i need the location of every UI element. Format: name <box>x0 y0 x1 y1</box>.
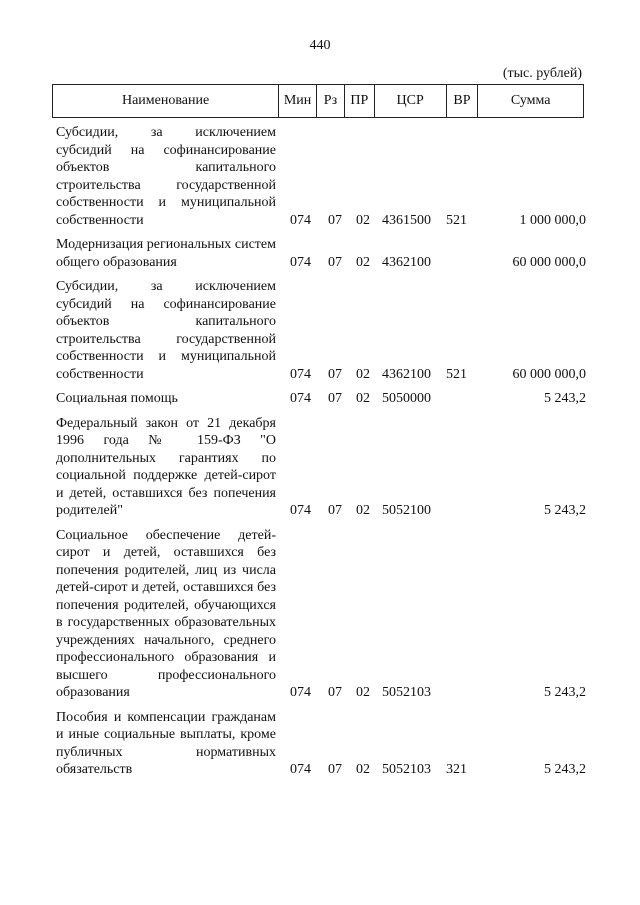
row-sum: 5 243,2 <box>544 503 586 518</box>
header-vr: ВР <box>447 85 479 117</box>
header-csr: ЦСР <box>375 85 447 117</box>
row-pr: 02 <box>356 503 370 518</box>
table-body <box>56 124 586 786</box>
row-rz: 07 <box>328 254 342 270</box>
page-number: 440 <box>309 38 331 53</box>
row-rz: 07 <box>328 762 342 777</box>
header-rz: Рз <box>317 85 345 117</box>
row-pr: 02 <box>356 366 370 382</box>
row-sum: 1 000 000,0 <box>519 212 586 228</box>
row-name: Социальная помощь <box>56 391 178 406</box>
row-pr: 02 <box>356 391 370 406</box>
header-pr: ПР <box>345 85 375 117</box>
row-min: 074 <box>290 685 311 700</box>
table-row <box>56 124 586 229</box>
row-min: 074 <box>290 503 311 518</box>
row-vr: 521 <box>446 366 467 382</box>
table-row <box>56 390 586 408</box>
row-csr: 4362100 <box>382 366 431 382</box>
row-csr: 5052100 <box>382 503 431 518</box>
row-min: 074 <box>290 254 311 270</box>
row-csr: 4362100 <box>382 254 431 270</box>
row-min: 074 <box>290 212 311 228</box>
row-rz: 07 <box>328 391 342 406</box>
row-sum: 60 000 000,0 <box>512 366 586 382</box>
row-sum: 5 243,2 <box>544 391 586 406</box>
row-rz: 07 <box>328 503 342 518</box>
row-sum: 5 243,2 <box>544 685 586 700</box>
table-row <box>56 236 586 271</box>
row-pr: 02 <box>356 212 370 228</box>
row-name: Федеральный закон от 21 декабря 1996 года № 159-ФЗ "О дополнительных гарантиях по социальной поддержке детей-сирот и детей, оставшихся без попечения родителей" <box>56 415 276 518</box>
row-csr: 5052103 <box>382 762 431 777</box>
row-csr: 4361500 <box>382 212 431 228</box>
row-name: Субсидии, за исключением субсидий на софинансирование объектов капитального строительства государственной собственности и муниципальной собственности <box>56 279 276 382</box>
table-row <box>56 527 586 702</box>
row-sum: 5 243,2 <box>544 762 586 777</box>
table-row <box>56 278 586 383</box>
row-pr: 02 <box>356 254 370 270</box>
row-min: 074 <box>290 366 311 382</box>
row-csr: 5050000 <box>382 391 431 406</box>
units-label: (тыс. рублей) <box>502 66 582 81</box>
row-csr: 5052103 <box>382 685 431 700</box>
row-name: Модернизация региональных систем общего образования <box>56 237 276 270</box>
row-min: 074 <box>290 762 311 777</box>
header-min: Мин <box>279 85 317 117</box>
row-rz: 07 <box>328 212 342 228</box>
row-vr: 521 <box>446 212 467 228</box>
row-rz: 07 <box>328 366 342 382</box>
row-vr: 321 <box>446 762 467 777</box>
row-min: 074 <box>290 391 311 406</box>
row-name: Социальное обеспечение детей-сирот и детей, оставшихся без попечения родителей, лиц из числа детей-сирот и детей, оставшихся без попечения родителей, обучающихся в государственных образовательных учреждениях начального, среднего профессионального образования и высшего профессионального образования <box>56 527 276 700</box>
table-row <box>56 709 586 779</box>
row-pr: 02 <box>356 762 370 777</box>
table-row <box>56 415 586 520</box>
header-sum: Сумма <box>510 93 551 108</box>
row-pr: 02 <box>356 685 370 700</box>
row-name: Пособия и компенсации гражданам и иные социальные выплаты, кроме публичных нормативных обязательств <box>56 709 276 777</box>
row-name: Субсидии, за исключением субсидий на софинансирование объектов капитального строительства государственной собственности и муниципальной собственности <box>56 125 276 228</box>
row-sum: 60 000 000,0 <box>512 254 586 270</box>
table-header <box>52 84 584 118</box>
header-name: Наименование <box>53 85 279 117</box>
row-rz: 07 <box>328 685 342 700</box>
